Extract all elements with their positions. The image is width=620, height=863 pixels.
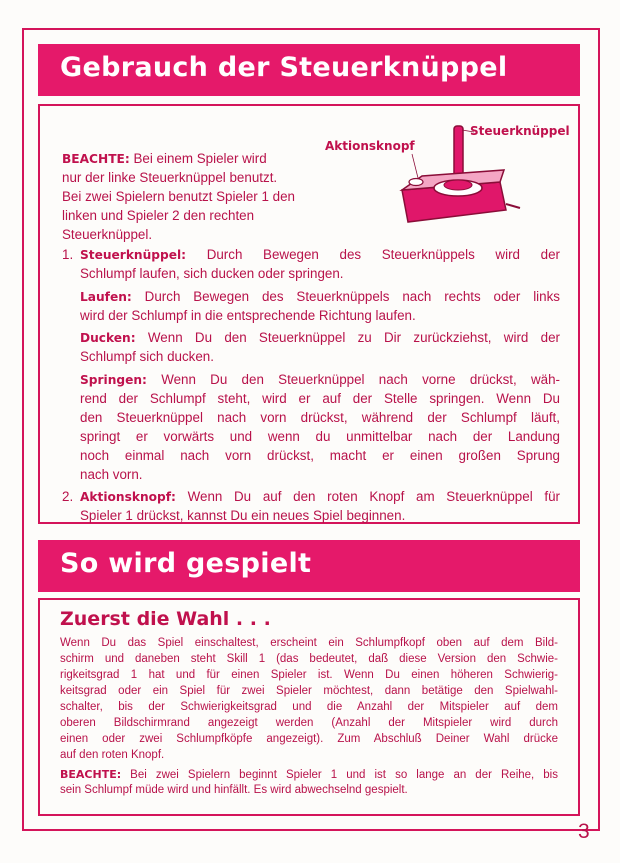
page-number: 3 bbox=[578, 820, 590, 843]
note-line: nur der linke Steuerknüppel benutzt. bbox=[62, 170, 278, 185]
springen-line: Springen: Wenn Du den Steuerknüppel nach vorne drückst, wäh- bbox=[80, 372, 560, 387]
springen-line: den Steuerknüppel nach vorn drückst, während der Schlumpf läuft, bbox=[80, 410, 560, 425]
ducken-line: Schlumpf sich ducken. bbox=[80, 349, 214, 364]
paragraph-line: schirm und daneben steht Skill 1 (das bedeutet, daß diese Version den Schwie- bbox=[60, 653, 558, 665]
item-number: 1. bbox=[62, 247, 74, 262]
item2-line: Aktionsknopf: Wenn Du auf den roten Knopf am Steuerknüppel für bbox=[80, 489, 560, 504]
paragraph-line: einen oder zwei Schlumpfköpfe angezeigt). Zum Abschluß Deiner Wahl drücke bbox=[60, 733, 558, 745]
note-label: BEACHTE: bbox=[62, 152, 130, 166]
action-button-label: Aktionsknopf bbox=[325, 139, 415, 153]
section-banner-controls bbox=[38, 44, 580, 96]
ducken-line: Ducken: Wenn Du den Steuerknüppel zu Dir zurückziehst, wird der bbox=[80, 330, 560, 345]
springen-line: rend der Schlumpf steht, wird er auf der Stelle springen. Wenn Du bbox=[80, 391, 560, 406]
springen-line: nach vorn. bbox=[80, 467, 143, 482]
paragraph-line: oberen Bildschirmrand angezeigt werden (Anzahl der Mitspieler wird durch bbox=[60, 717, 558, 729]
paragraph-line: keitsgrad oder ein Spiel für zwei Spieler möchtest, dann betätige den Spielwahl- bbox=[60, 685, 558, 697]
laufen-label: Laufen: bbox=[80, 290, 132, 304]
note2-line: sein Schlumpf müde wird und hinfällt. Es wird abwechselnd gespielt. bbox=[60, 784, 408, 796]
joystick-label: Steuerknüppel bbox=[470, 124, 570, 138]
section-title: So wird gespielt bbox=[60, 548, 312, 579]
springen-line: noch einmal nach vorn drückst, macht er einen großen Sprung bbox=[80, 448, 560, 463]
note-line: Bei zwei Spielern benutzt Spieler 1 den bbox=[62, 189, 295, 204]
paragraph-line: rigkeitsgrad 1 hat und für einen Spieler ist. Wenn Du einen höheren Schwierig- bbox=[60, 669, 558, 681]
subsection-heading: Zuerst die Wahl . . . bbox=[60, 608, 271, 630]
note2-label: BEACHTE: bbox=[60, 768, 122, 781]
note2-line: BEACHTE: Bei zwei Spielern beginnt Spieler 1 und ist so lange an der Reihe, bis bbox=[60, 768, 558, 781]
paragraph-line: auf den roten Knopf. bbox=[60, 749, 165, 761]
item1-line: Schlumpf laufen, sich ducken oder springen. bbox=[80, 266, 344, 281]
note-line: BEACHTE: Bei einem Spieler wird bbox=[62, 151, 267, 166]
springen-label: Springen: bbox=[80, 373, 147, 387]
paragraph-line: schalter, bis der Schwierigkeitsgrad und die Anzahl der Mitspieler auf dem bbox=[60, 701, 558, 713]
laufen-line: Laufen: Durch Bewegen des Steuerknüppels nach rechts oder links bbox=[80, 289, 560, 304]
laufen-line: wird der Schlumpf in die entsprechende Richtung laufen. bbox=[80, 308, 416, 323]
item2-line: Spieler 1 drückst, kannst Du ein neues Spiel beginnen. bbox=[80, 508, 406, 523]
item1-label: Steuerknüppel: bbox=[80, 248, 187, 262]
item-number: 2. bbox=[62, 489, 74, 504]
ducken-label: Ducken: bbox=[80, 331, 136, 345]
item1-line: Steuerknüppel: Durch Bewegen des Steuerknüppels wird der bbox=[80, 247, 560, 262]
item2-label: Aktionsknopf: bbox=[80, 490, 176, 504]
note-line: linken und Spieler 2 den rechten bbox=[62, 208, 255, 223]
springen-line: springt er vorwärts und wenn du unmittelbar nach der Landung bbox=[80, 429, 560, 444]
note-line: Steuerknüppel. bbox=[62, 227, 153, 242]
paragraph-line: Wenn Du das Spiel einschaltest, erscheint ein Schlumpfkopf oben auf dem Bild- bbox=[60, 637, 558, 649]
section-banner-gameplay bbox=[38, 540, 580, 592]
section-title: Gebrauch der Steuerknüppel bbox=[60, 52, 508, 83]
